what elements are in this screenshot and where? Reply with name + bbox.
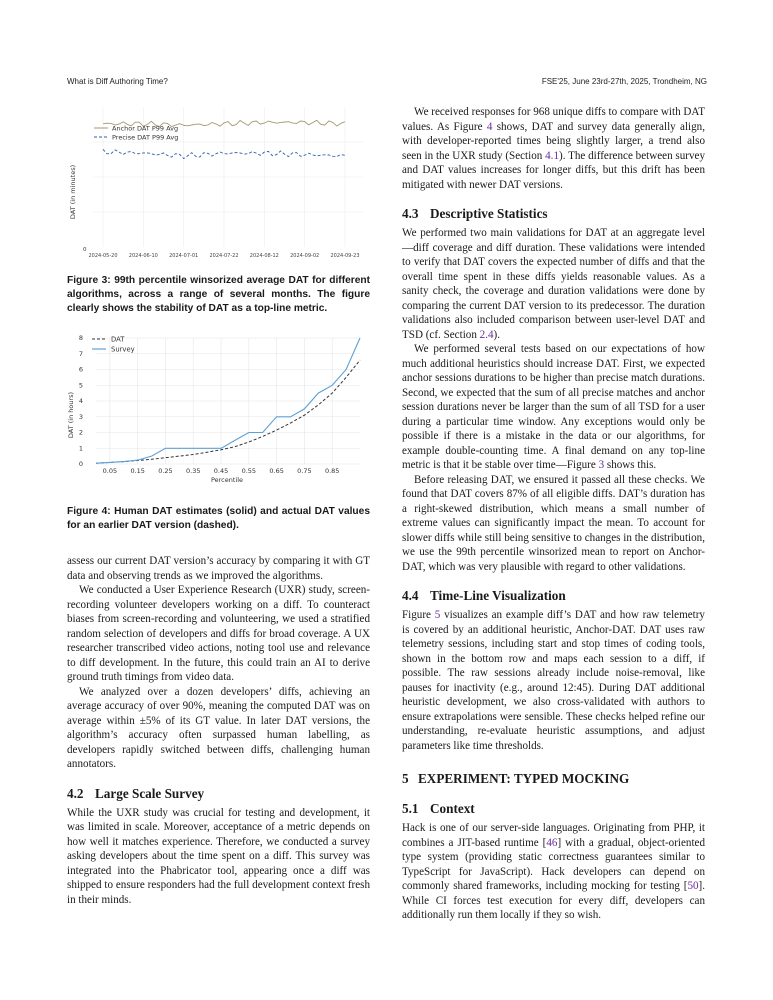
fig3-y-zero: 0 bbox=[83, 247, 87, 253]
paragraph: assess our current DAT version’s accuracy by comparing it with GT data and observing trends as we improved the algorithms. bbox=[67, 555, 370, 582]
fig4-x-tick-label: 0.15 bbox=[130, 467, 145, 475]
paragraph: Figure 5 visualizes an example diff’s DAT and how raw telemetry is covered by an additional heuristic, Anchor-DAT. DAT uses raw telemetry sessions, including start and stop times of coding tools, shown in the bottom row and maps each session to a diff, if possible. The raw sessions already include noise-removal, like pauses for inactivity (e.g., around 12:45). During DAT additional heuristic development, we also cross-validated with authors to ensure extrapolations were sensible. These checks helped refine our understanding, re-evaluate heuristic assumptions, and adjust parameters like time thresholds. bbox=[402, 609, 705, 752]
fig4-y-tick-label: 6 bbox=[78, 365, 83, 374]
fig4-legend-survey: Survey bbox=[111, 345, 135, 354]
paragraph: Hack is one of our server-side languages. Originating from PHP, it combines a JIT-based runtime [46] with a gradual, object-oriented type system (providing static correctness guarantees similar to TypeScript for JavaScript). Hack developers can depend on commonly shared frameworks, including mocking for testing [50]. While CI forces test execution for every diff, developers can additionally run them locally if they so wish. bbox=[402, 822, 705, 921]
section-link[interactable]: 4.1 bbox=[545, 149, 559, 162]
paragraph: We performed several tests based on our expectations of how much additional heuristics should increase DAT. First, we expected anchor sessions durations to be higher than precise match durations. Second, we expected that the sum of all precise matches and anchor session durations never be larger than the sum of all TSD for a user during a particular time window. Any exceptions would only be possible if there is a mistake in the data or our algorithms, for example double-counting time. A final demand on any top-line metric is that it be stable over time—Figure 3 shows this. bbox=[402, 343, 705, 471]
citation-link[interactable]: 46 bbox=[546, 836, 558, 849]
fig3-x-tick-label: 2024-05-20 bbox=[88, 253, 118, 259]
paragraph: We analyzed over a dozen developers’ diffs, achieving an average accuracy of over 90%, meaning the computed DAT was on average within ±5% of its GT value. In later DAT versions, the algorithm’s accuracy often surpassed human labelling, as developers rapidly switched between diffs, challenging human annotators. bbox=[67, 685, 370, 770]
fig4-y-tick-label: 8 bbox=[78, 334, 83, 342]
figure-3-caption: Figure 3: 99th percentile winsorized average DAT for different algorithms, across a range of several months. The figure clearly shows the stability of DAT as a top-line metric. bbox=[67, 275, 370, 314]
fig4-x-tick-label: 0.35 bbox=[186, 467, 201, 475]
section-heading: 4.2 Large Scale Survey bbox=[67, 785, 205, 801]
fig4-y-tick-label: 1 bbox=[78, 444, 83, 453]
fig4-x-tick-label: 0.75 bbox=[297, 467, 312, 475]
running-header-venue: FSE'25, June 23rd-27th, 2025, Trondheim, NG bbox=[541, 77, 707, 86]
section-heading: 4.4 Time-Line Visualization bbox=[402, 588, 566, 603]
fig4-y-tick-label: 5 bbox=[78, 381, 83, 390]
fig3-ylabel: DAT (in minutes) bbox=[69, 164, 77, 220]
fig4-y-tick-label: 4 bbox=[78, 397, 83, 405]
fig4-x-tick-label: 0.25 bbox=[158, 467, 173, 475]
section-heading: 4.3 Descriptive Statistics bbox=[402, 206, 548, 221]
left-column bbox=[67, 105, 370, 907]
fig4-y-tick-label: 7 bbox=[78, 349, 83, 358]
fig4-y-tick-label: 2 bbox=[78, 428, 83, 437]
fig4-x-tick-label: 0.45 bbox=[213, 467, 229, 475]
figure-link[interactable]: 3 bbox=[598, 459, 605, 471]
figure-link[interactable]: 4 bbox=[486, 120, 493, 133]
figure-3-chart bbox=[67, 105, 370, 265]
fig4-x-tick-label: 0.65 bbox=[269, 467, 284, 475]
fig3-x-tick-label: 2024-07-01 bbox=[169, 253, 199, 259]
section-link[interactable]: 2.4 bbox=[479, 328, 494, 341]
fig3-x-tick-label: 2024-07-22 bbox=[209, 253, 239, 259]
section-heading: 5.1 Context bbox=[402, 801, 475, 816]
fig3-legend bbox=[94, 125, 178, 142]
fig3-legend-anchor: Anchor DAT P99 Avg bbox=[112, 124, 179, 133]
fig4-legend-dat: DAT bbox=[111, 335, 125, 344]
fig4-series-dat bbox=[96, 360, 360, 463]
fig4-series-survey bbox=[96, 335, 360, 463]
paragraph: We received responses for 968 unique diffs to compare with DAT values. As Figure 4 shows, DAT and survey data generally align, with developer-reported times being slightly larger, a trend also seen in the UXR study (Section 4.1). The difference between survey and DAT values increases for longer diffs, but this drift has been mitigated with newer DAT versions. bbox=[402, 106, 705, 191]
paragraph: While the UXR study was crucial for testing and development, it was limited in scale. Moreover, acceptance of a metric depends on how well it matches experience. Therefore, we conducted a survey asking developers about the time spent on a diff. This survey was integrated into the Phabricator tool, appearing once a diff was shipped to ensure responders had the full development context fresh in their minds. bbox=[67, 806, 370, 906]
fig3-x-tick-label: 2024-08-12 bbox=[249, 253, 279, 259]
fig3-legend-precise: Precise DAT P99 Avg bbox=[112, 133, 179, 142]
fig3-x-tick-label: 2024-06-10 bbox=[128, 253, 158, 259]
running-header-title: What is Diff Authoring Time? bbox=[67, 77, 168, 86]
section-heading: 5 EXPERIMENT: TYPED MOCKING bbox=[402, 771, 630, 786]
citation-link[interactable]: 50 bbox=[687, 880, 699, 892]
figure-4-chart bbox=[67, 330, 370, 500]
fig4-y-tick-label: 3 bbox=[78, 412, 83, 421]
right-column bbox=[402, 105, 705, 923]
figure-4-caption: Figure 4: Human DAT estimates (solid) and actual DAT values for an earlier DAT version (dashed). bbox=[67, 506, 370, 531]
paragraph: We conducted a User Experience Research (UXR) study, screen-recording volunteer developers working on a diff. To counteract biases from screen-recording and volunteering, we used a stratified random selection of developers and diffs for broad coverage. A UX researcher transcribed video actions, noting tool use and relevance to diff development. In the future, this could train an AI to derive ground truth timings from video data. bbox=[67, 584, 370, 683]
paragraph: We performed two main validations for DAT at an aggregate level—diff coverage and diff duration. These validations were intended to verify that DAT covers the expected number of diffs and that the overall time spent in these diffs yields reasonable values. As a sanity check, the coverage and duration validations were done by comparing the current DAT version to its predecessor. The duration validations also included comparison between user-level DAT and TSD (cf. Section 2.4). bbox=[402, 227, 705, 341]
fig3-x-tick-label: 2024-09-23 bbox=[330, 253, 360, 259]
fig4-xlabel: Percentile bbox=[210, 476, 244, 484]
fig4-x-tick-label: 0.55 bbox=[241, 467, 257, 475]
figure-link[interactable]: 5 bbox=[434, 609, 441, 621]
fig4-y-tick-label: 0 bbox=[78, 460, 83, 468]
fig4-x-tick-label: 0.85 bbox=[324, 467, 340, 475]
fig3-x-tick-label: 2024-09-02 bbox=[290, 253, 320, 259]
fig4-ylabel: DAT (in hours) bbox=[67, 391, 75, 439]
fig4-x-tick-label: 0.05 bbox=[102, 467, 118, 475]
paragraph: Before releasing DAT, we ensured it passed all these checks. We found that DAT covers 87% of all eligible diffs. DAT’s duration has a right-skewed distribution, which means a small number of extreme values can significantly impact the mean. To account for slower diffs while still being sensitive to changes in the distribution, we use the 99th percentile winsorized mean to report on Anchor-DAT, which was very plausible with regard to other validations. bbox=[402, 473, 705, 573]
